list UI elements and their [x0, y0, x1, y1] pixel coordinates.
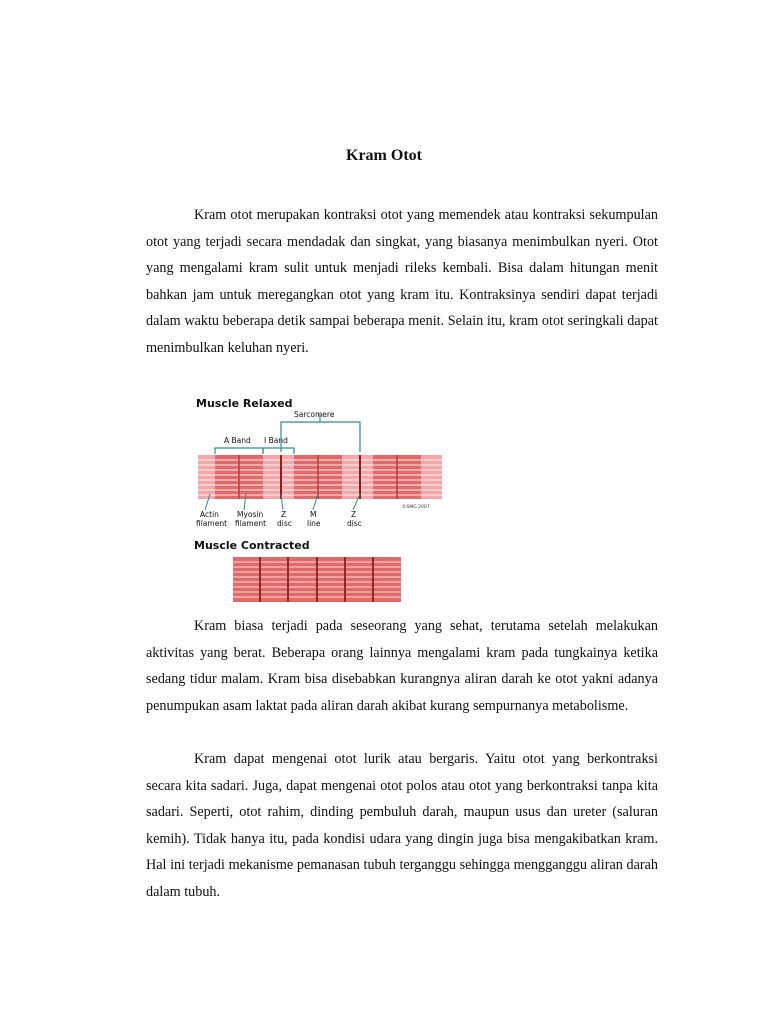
page-title: Kram Otot	[346, 147, 422, 164]
m-line-label-1: M	[310, 510, 317, 519]
actin-label-2: filament	[196, 519, 228, 528]
myosin-label-1: Myosin	[237, 510, 264, 519]
paragraph-3-text: Kram dapat mengenai otot lurik atau bergaris. Yaitu otot yang berkontraksi secara kita sadari. Juga, dapat mengenai otot polos atau otot yang berkontraksi tanpa kita sadari. Seperti, otot rahim, dinding pembuluh darah, maupun usus dan ureter (saluran kemih). Tidak hanya itu, pada kondisi udara yang dingin juga bisa mengakibatkan kram. Hal ini terjadi mekanisme pemanasan tubuh terganggu sehingga mengganggu aliran darah dalam tubuh.	[146, 751, 658, 900]
m-line-label-2: line	[307, 519, 321, 528]
contracted-muscle-strip	[233, 557, 401, 602]
z-disc-2-label-1: Z	[351, 510, 357, 519]
paragraph-2	[146, 613, 658, 719]
i-band-label: I Band	[264, 436, 288, 445]
paragraph-2-text: Kram biasa terjadi pada seseorang yang sehat, terutama setelah melakukan aktivitas yang berat. Beberapa orang lainnya mengalami kram pada tungkainya ketika sedang tidur malam. Kram bisa disebabkan kurangnya aliran darah ke otot yakni adanya penumpukan asam laktat pada aliran darah akibat kurang sempurnanya metabolisme.	[146, 618, 658, 714]
sarcomere-label: Sarcomere	[294, 410, 335, 419]
relaxed-muscle-strip	[198, 455, 442, 499]
sarcomere-figure	[190, 392, 450, 607]
z-disc-2-label-2: disc	[347, 519, 362, 528]
z-disc-1-label-2: disc	[277, 519, 292, 528]
paragraph-1-text: Kram otot merupakan kontraksi otot yang memendek atau kontraksi sekumpulan otot yang terjadi secara mendadak dan singkat, yang biasanya menimbulkan nyeri. Otot yang mengalami kram sulit untuk menjadi rileks kembali. Bisa dalam hitungan menit bahkan jam untuk meregangkan otot yang kram itu. Kontraksinya sendiri dapat terjadi dalam waktu beberapa detik sampai beberapa menit. Selain itu, kram otot seringkali dapat menimbulkan keluhan nyeri.	[146, 207, 658, 356]
paragraph-3	[146, 746, 658, 905]
sarcomere-diagram	[190, 392, 450, 607]
a-band-bracket	[215, 448, 263, 454]
i-band-bracket	[263, 448, 294, 454]
figure-credit: ©SMG 2007	[402, 505, 430, 510]
z-disc-1-label-1: Z	[281, 510, 287, 519]
paragraph-1	[146, 202, 658, 361]
a-band-label: A Band	[224, 436, 251, 445]
actin-label-1: Actin	[200, 510, 219, 519]
structure-labels	[196, 510, 362, 528]
contracted-title: Muscle Contracted	[194, 539, 310, 552]
myosin-label-2: filament	[235, 519, 267, 528]
relaxed-title: Muscle Relaxed	[196, 397, 293, 410]
band-brackets	[215, 414, 360, 454]
